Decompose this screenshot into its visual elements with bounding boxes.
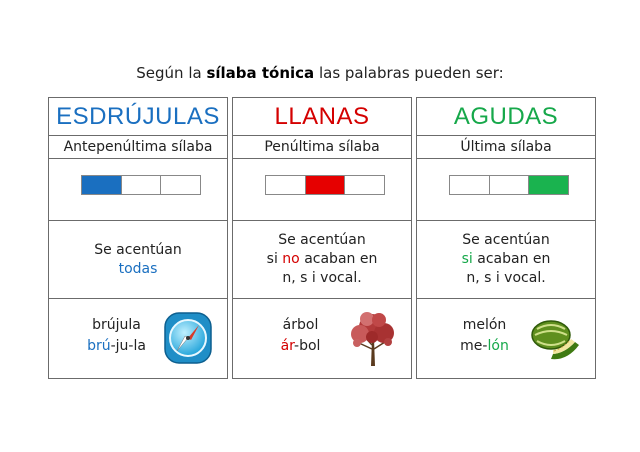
example-rest-syllables: me-	[460, 338, 488, 354]
syllable-cell	[490, 176, 530, 194]
syllable-cell	[161, 176, 200, 194]
rule-row	[233, 221, 411, 299]
rule-row	[417, 221, 595, 299]
column-agudas	[416, 97, 596, 379]
rule-line-3: n, s i vocal.	[466, 270, 546, 286]
subtitle-row	[49, 136, 227, 159]
rule-line-3: n, s i vocal.	[282, 270, 362, 286]
syllable-bar-row	[233, 159, 411, 221]
rule-line-2-suffix: acaban en	[299, 251, 378, 267]
syllable-bar	[449, 175, 569, 195]
syllable-cell	[266, 176, 306, 194]
syllable-bar-row	[417, 159, 595, 221]
syllable-cell-highlighted	[529, 176, 568, 194]
tree-icon	[345, 309, 399, 367]
heading-bold-term: sílaba tónica	[206, 64, 315, 82]
example-row	[233, 299, 411, 378]
rule-line-1: Se acentúan	[462, 232, 550, 248]
melon-icon	[529, 309, 583, 367]
rule-text	[417, 221, 595, 298]
rule-line-2-prefix: si	[266, 251, 283, 267]
column-subtitle: Última sílaba	[460, 139, 552, 155]
column-title: AGUDAS	[453, 103, 559, 130]
syllable-cell-highlighted	[306, 176, 346, 194]
page-heading	[0, 64, 640, 82]
rule-text	[49, 221, 227, 298]
rule-row	[49, 221, 227, 299]
example-row	[49, 299, 227, 378]
rule-line-2-suffix: acaban en	[472, 251, 551, 267]
syllable-bar	[265, 175, 385, 195]
example-rest-syllables: -bol	[294, 338, 321, 354]
subtitle-row	[233, 136, 411, 159]
compass-icon	[161, 309, 215, 367]
rule-line-2	[462, 250, 551, 269]
example-stressed-syllable: brú	[87, 338, 111, 354]
example-word: brújula	[92, 317, 141, 333]
title-row	[233, 98, 411, 136]
syllable-bar	[81, 175, 201, 195]
syllable-cell	[450, 176, 490, 194]
title-row	[417, 98, 595, 136]
rule-line-2: todas	[118, 260, 158, 277]
title-row	[49, 98, 227, 136]
column-llanas	[232, 97, 412, 379]
example-rest-syllables: -ju-la	[110, 338, 146, 354]
rule-affirmation: si	[461, 251, 473, 267]
heading-text-before: Según la	[136, 64, 207, 82]
rule-line-1: Se acentúan	[278, 232, 366, 248]
syllable-cell	[122, 176, 162, 194]
subtitle-row	[417, 136, 595, 159]
example-stressed-syllable: lón	[487, 338, 509, 354]
column-title: ESDRÚJULAS	[56, 103, 220, 130]
example-word: melón	[462, 317, 507, 333]
example-stressed-syllable: ár	[280, 338, 295, 354]
column-esdrujulas	[48, 97, 228, 379]
syllable-cell-highlighted	[82, 176, 122, 194]
example-row	[417, 299, 595, 378]
column-subtitle: Penúltima sílaba	[264, 139, 380, 155]
syllable-cell	[345, 176, 384, 194]
column-subtitle: Antepenúltima sílaba	[63, 139, 213, 155]
column-title: LLANAS	[274, 103, 370, 130]
rule-line-2	[267, 250, 378, 269]
example-word: árbol	[282, 317, 319, 333]
rule-negation: no	[282, 251, 300, 267]
rule-text	[233, 221, 411, 298]
heading-text-after: las palabras pueden ser:	[314, 64, 504, 82]
syllable-bar-row	[49, 159, 227, 221]
rule-line-1: Se acentúan	[94, 241, 182, 258]
